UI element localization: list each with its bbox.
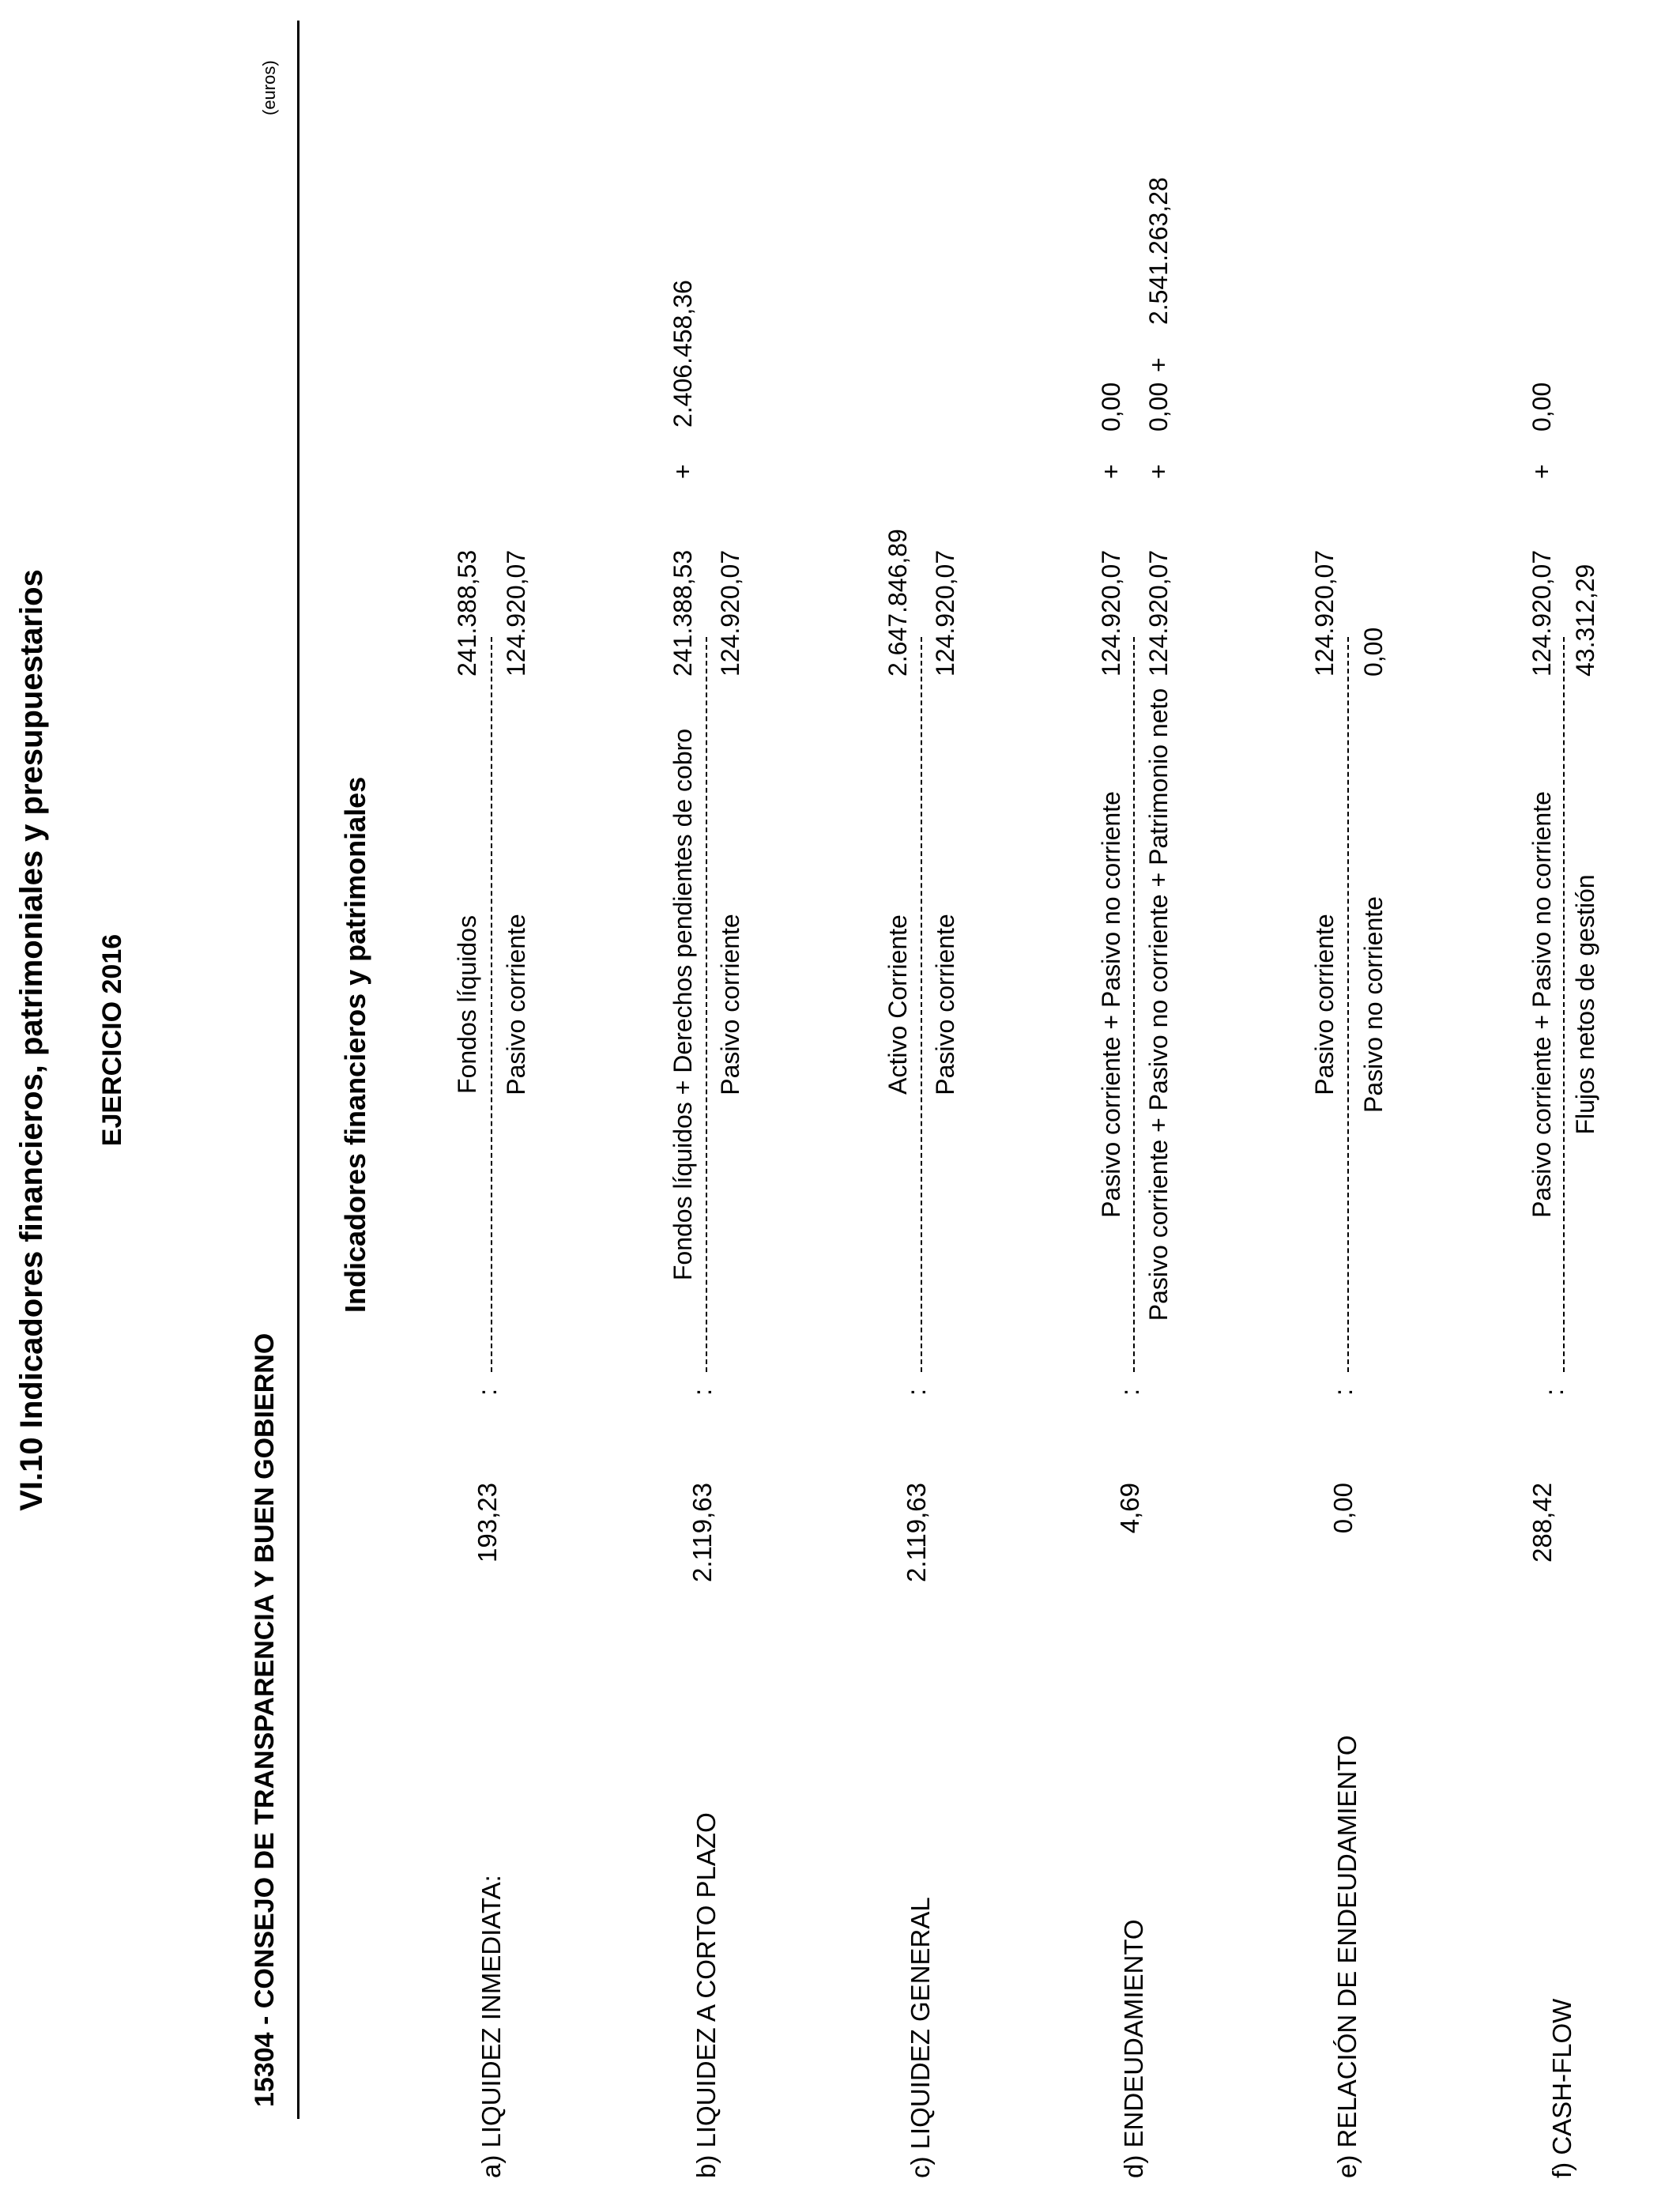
- indicator-d-den-value-3: 2.541.263,28: [1144, 177, 1173, 325]
- indicator-b-name: b) LIQUIDEZ A CORTO PLAZO: [691, 1812, 721, 2178]
- indicator-f-num-plus-1: +: [1527, 464, 1556, 479]
- indicator-d-den-value-2: 0,00: [1144, 382, 1173, 432]
- indicator-f-denominator-label: Flujos netos de gestión: [1571, 874, 1599, 1135]
- indicator-d-denominator-label: Pasivo corriente + Pasivo no corriente + Patrimonio neto: [1144, 688, 1173, 1321]
- indicator-a-result: 193,23: [473, 1483, 502, 1563]
- indicator-a-fraction-bar: [491, 637, 492, 1372]
- indicator-d-num-plus-1: +: [1097, 464, 1125, 479]
- header-rule: [297, 21, 299, 2119]
- indicator-c-numerator-label: Activo Corriente: [883, 914, 912, 1095]
- indicator-f-den-value-1: 43.312,29: [1571, 564, 1599, 677]
- indicator-e-colon: :: [1328, 1388, 1358, 1396]
- indicator-b-colon: :: [687, 1388, 717, 1396]
- indicator-c-name: c) LIQUIDEZ GENERAL: [906, 1897, 935, 2178]
- indicator-a-name: a) LIQUIDEZ INMEDIATA:: [477, 1875, 506, 2178]
- indicator-c-denominator-label: Pasivo corriente: [931, 914, 959, 1095]
- indicator-d-num-value-2: 0,00: [1097, 382, 1125, 432]
- indicator-d-den-value-1: 124.920,07: [1144, 549, 1173, 677]
- indicator-b-numerator-label: Fondos líquidos + Derechos pendientes de cobro: [669, 728, 697, 1281]
- indicator-f-result: 288,42: [1527, 1483, 1557, 1563]
- page-title: VI.10 Indicadores financieros, patrimoniales y presupuestarios: [14, 569, 49, 1511]
- currency-note: (euros): [259, 60, 279, 115]
- indicator-c-colon: :: [902, 1388, 931, 1396]
- indicator-d-num-value-1: 124.920,07: [1097, 549, 1125, 677]
- indicator-e-fraction-bar: [1347, 637, 1349, 1372]
- indicator-b-result: 2.119,63: [687, 1483, 717, 1583]
- indicator-d-den-plus-2: +: [1144, 357, 1173, 372]
- indicator-e-name: e) RELACIÓN DE ENDEUDAMIENTO: [1332, 1735, 1362, 2178]
- indicator-b-den-value-1: 124.920,07: [716, 549, 744, 677]
- indicator-e-den-value-1: 0,00: [1359, 627, 1388, 677]
- indicator-b-fraction-bar: [706, 637, 707, 1372]
- indicator-d-den-plus-1: +: [1144, 464, 1173, 479]
- indicator-d-result: 4,69: [1115, 1483, 1144, 1534]
- indicator-f-name: f) CASH-FLOW: [1547, 1998, 1576, 2178]
- indicator-d-numerator-label: Pasivo corriente + Pasivo no corriente: [1097, 791, 1125, 1218]
- indicator-c-fraction-bar: [921, 637, 922, 1372]
- indicator-f-colon: :: [1539, 1388, 1569, 1396]
- indicator-b-denominator-label: Pasivo corriente: [716, 914, 744, 1095]
- indicator-e-result: 0,00: [1328, 1483, 1358, 1534]
- indicator-f-numerator-label: Pasivo corriente + Pasivo no corriente: [1527, 791, 1556, 1218]
- indicator-a-denominator-label: Pasivo corriente: [502, 914, 530, 1095]
- indicator-d-fraction-bar: [1133, 637, 1135, 1372]
- entity-name: 15304 - CONSEJO DE TRANSPARENCIA Y BUEN GOBIERNO: [250, 1333, 280, 2107]
- indicator-f-num-value-2: 0,00: [1527, 382, 1556, 432]
- indicator-c-result: 2.119,63: [902, 1483, 931, 1583]
- indicator-a-den-value-1: 124.920,07: [502, 549, 530, 677]
- indicator-a-num-value-1: 241.388,53: [453, 549, 481, 677]
- exercise-label: EJERCICIO 2016: [97, 933, 127, 1147]
- indicator-e-denominator-label: Pasivo no corriente: [1359, 896, 1388, 1113]
- indicator-d-colon: :: [1115, 1388, 1144, 1396]
- indicator-b-num-value-1: 241.388,53: [669, 549, 697, 677]
- indicator-a-numerator-label: Fondos líquidos: [453, 915, 481, 1094]
- section-title: Indicadores financieros y patrimoniales: [339, 776, 371, 1313]
- indicator-d-name: d) ENDEUDAMIENTO: [1119, 1919, 1148, 2178]
- indicator-e-num-value-1: 124.920,07: [1310, 549, 1339, 677]
- indicator-b-num-value-2: 2.406.458,36: [669, 280, 697, 428]
- indicator-f-num-value-1: 124.920,07: [1527, 549, 1556, 677]
- indicator-f-fraction-bar: [1563, 637, 1565, 1372]
- indicator-c-num-value-1: 2.647.846,89: [883, 529, 912, 677]
- indicator-b-num-plus-1: +: [669, 464, 697, 479]
- indicator-a-colon: :: [473, 1388, 502, 1396]
- indicator-c-den-value-1: 124.920,07: [931, 549, 959, 677]
- indicator-e-numerator-label: Pasivo corriente: [1310, 914, 1339, 1095]
